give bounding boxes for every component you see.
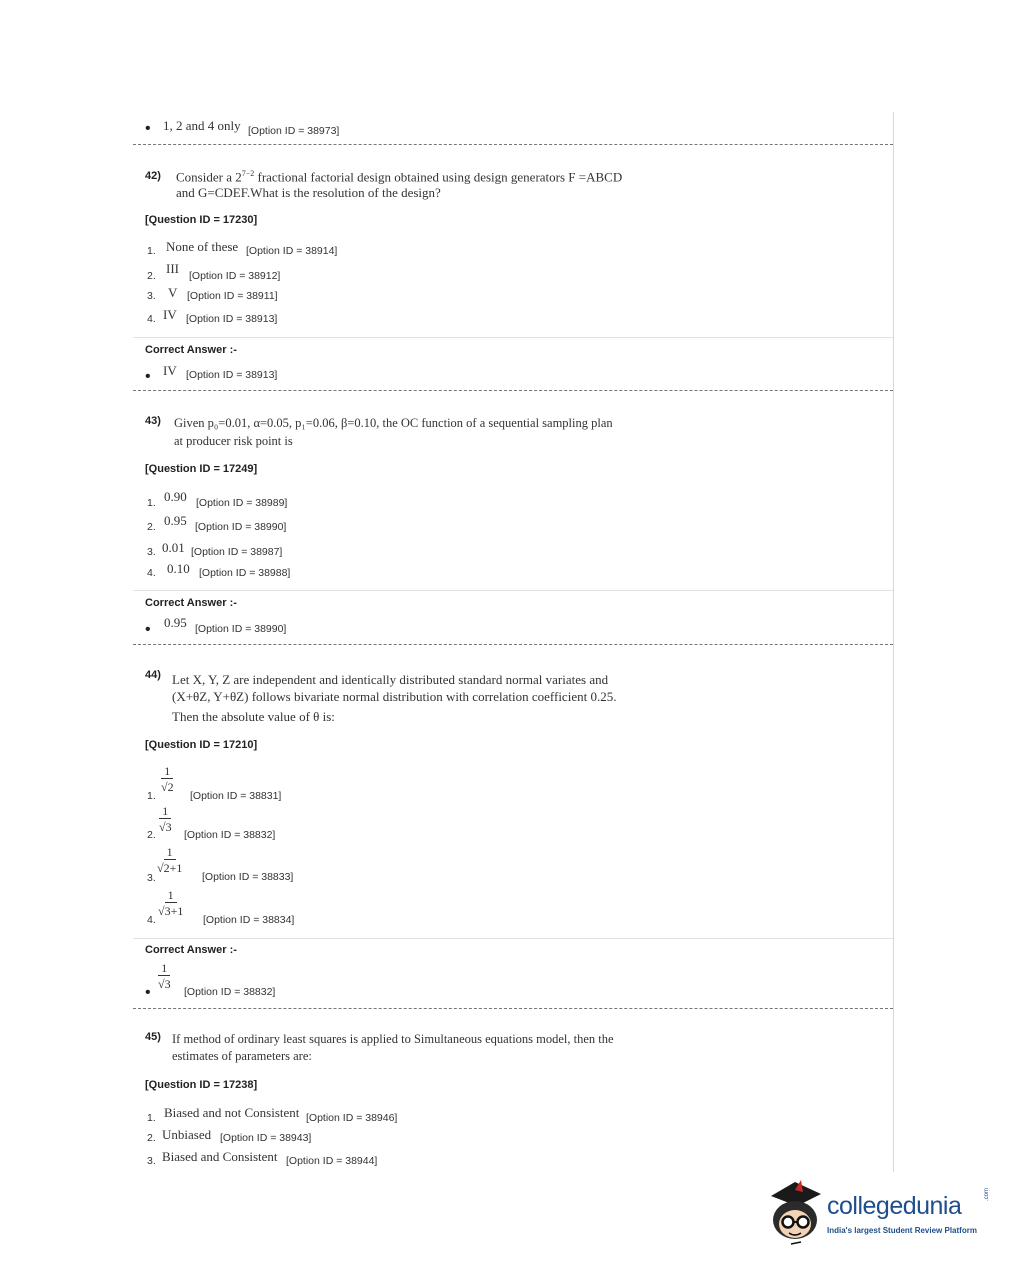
option-text: 0.90: [164, 489, 187, 504]
option-text: 0.01: [162, 540, 185, 555]
option-id: [Option ID = 38914]: [246, 245, 338, 257]
question-separator: [133, 644, 893, 645]
option-number: 4.: [147, 914, 156, 926]
mascot-icon: [765, 1176, 827, 1248]
brand-tagline: India's largest Student Review Platform: [827, 1226, 977, 1235]
option-number: 2.: [147, 270, 156, 282]
question-text: Given p₀=0.01, α=0.05, p₁=0.06, β=0.10, the OC function of a sequential sampling plan: [174, 416, 613, 430]
correct-option-id: [Option ID = 38832]: [184, 986, 276, 998]
option-id: [Option ID = 38913]: [186, 313, 278, 325]
option-text: V: [168, 285, 178, 300]
option-id: [Option ID = 38831]: [190, 790, 282, 802]
correct-option-id: [Option ID = 38913]: [186, 369, 278, 381]
question-text-line2: at producer risk point is: [174, 434, 293, 448]
option-id: [Option ID = 38834]: [203, 914, 295, 926]
option-id: [Option ID = 38833]: [202, 871, 294, 883]
option-id: [Option ID = 38973]: [248, 125, 340, 137]
question-separator: [133, 144, 893, 145]
option-fraction: $\frac{1}{√3+1}$: [158, 888, 184, 918]
question-text: Let X, Y, Z are independent and identically distributed standard normal variates and: [172, 672, 609, 687]
option-id: [Option ID = 38987]: [191, 546, 283, 558]
option-id: [Option ID = 38943]: [220, 1132, 312, 1144]
option-id: [Option ID = 38988]: [199, 567, 291, 579]
option-id: [Option ID = 38990]: [195, 521, 287, 533]
question-text-line2: and G=CDEF.What is the resolution of the design?: [176, 185, 441, 200]
option-number: 2.: [147, 521, 156, 533]
question-id: [Question ID = 17230]: [145, 214, 258, 226]
bullet: •: [145, 120, 151, 137]
option-fraction: $\frac{1}{√3}$: [159, 804, 172, 834]
question-paper: [133, 112, 894, 1172]
option-number: 3.: [147, 290, 156, 302]
divider: [133, 590, 893, 591]
option-text: 0.10: [167, 561, 190, 576]
bullet: •: [145, 984, 151, 1001]
option-text: 0.95: [164, 513, 187, 528]
correct-answer-text: 0.95: [164, 615, 187, 630]
divider: [133, 938, 893, 939]
correct-answer-label: Correct Answer :-: [145, 597, 237, 609]
question-separator: [133, 390, 893, 391]
option-number: 1.: [147, 1112, 156, 1124]
option-text: IV: [163, 307, 177, 322]
option-text: Biased and Consistent: [162, 1149, 278, 1164]
option-id: [Option ID = 38912]: [189, 270, 281, 282]
question-number: 45): [145, 1031, 161, 1043]
correct-answer-label: Correct Answer :-: [145, 944, 237, 956]
option-id: [Option ID = 38911]: [187, 290, 278, 302]
option-fraction: $\frac{1}{√2+1}$: [157, 845, 183, 875]
question-text-line3: Then the absolute value of θ is:: [172, 709, 335, 724]
brand-tld: .com: [984, 1187, 990, 1201]
question-id: [Question ID = 17210]: [145, 739, 258, 751]
option-number: 3.: [147, 1155, 156, 1167]
question-text-line2: estimates of parameters are:: [172, 1049, 312, 1063]
collegedunia-logo[interactable]: [765, 1176, 1005, 1256]
question-number: 44): [145, 669, 161, 681]
question-number: 42): [145, 170, 161, 182]
option-number: 1.: [147, 790, 156, 802]
option-text: Biased and not Consistent: [164, 1105, 300, 1120]
option-text: III: [166, 261, 179, 276]
option-number: 4.: [147, 313, 156, 325]
question-text-line2: (X+θZ, Y+θZ) follows bivariate normal distribution with correlation coefficient 0.25.: [172, 689, 617, 704]
option-number: 1.: [147, 245, 156, 257]
option-number: 4.: [147, 567, 156, 579]
bullet: •: [145, 368, 151, 385]
option-id: [Option ID = 38944]: [286, 1155, 378, 1167]
divider: [133, 337, 893, 338]
option-number: 2.: [147, 1132, 156, 1144]
option-number: 3.: [147, 872, 156, 884]
question-text: Consider a $2^{7-2}$ fractional factorial design obtained using design generators F =ABCD: [176, 169, 623, 185]
question-text: If method of ordinary least squares is applied to Simultaneous equations model, then the: [172, 1032, 614, 1046]
correct-answer-text: IV: [163, 363, 177, 378]
question-id: [Question ID = 17238]: [145, 1079, 258, 1091]
question-number: 43): [145, 415, 161, 427]
option-number: 1.: [147, 497, 156, 509]
option-number: 3.: [147, 546, 156, 558]
option-id: [Option ID = 38832]: [184, 829, 276, 841]
option-number: 2.: [147, 829, 156, 841]
correct-answer-label: Correct Answer :-: [145, 344, 237, 356]
answer-text: 1, 2 and 4 only: [163, 118, 241, 133]
option-text: Unbiased: [162, 1127, 212, 1142]
correct-answer-fraction: $\frac{1}{√3}$: [158, 961, 171, 991]
bullet: •: [145, 621, 151, 638]
brand-name: collegedunia: [827, 1192, 962, 1220]
question-id: [Question ID = 17249]: [145, 463, 258, 475]
option-text: None of these: [166, 239, 239, 254]
option-id: [Option ID = 38946]: [306, 1112, 398, 1124]
option-fraction: $\frac{1}{√2}$: [161, 764, 174, 794]
option-id: [Option ID = 38989]: [196, 497, 288, 509]
question-separator: [133, 1008, 893, 1009]
correct-option-id: [Option ID = 38990]: [195, 623, 287, 635]
